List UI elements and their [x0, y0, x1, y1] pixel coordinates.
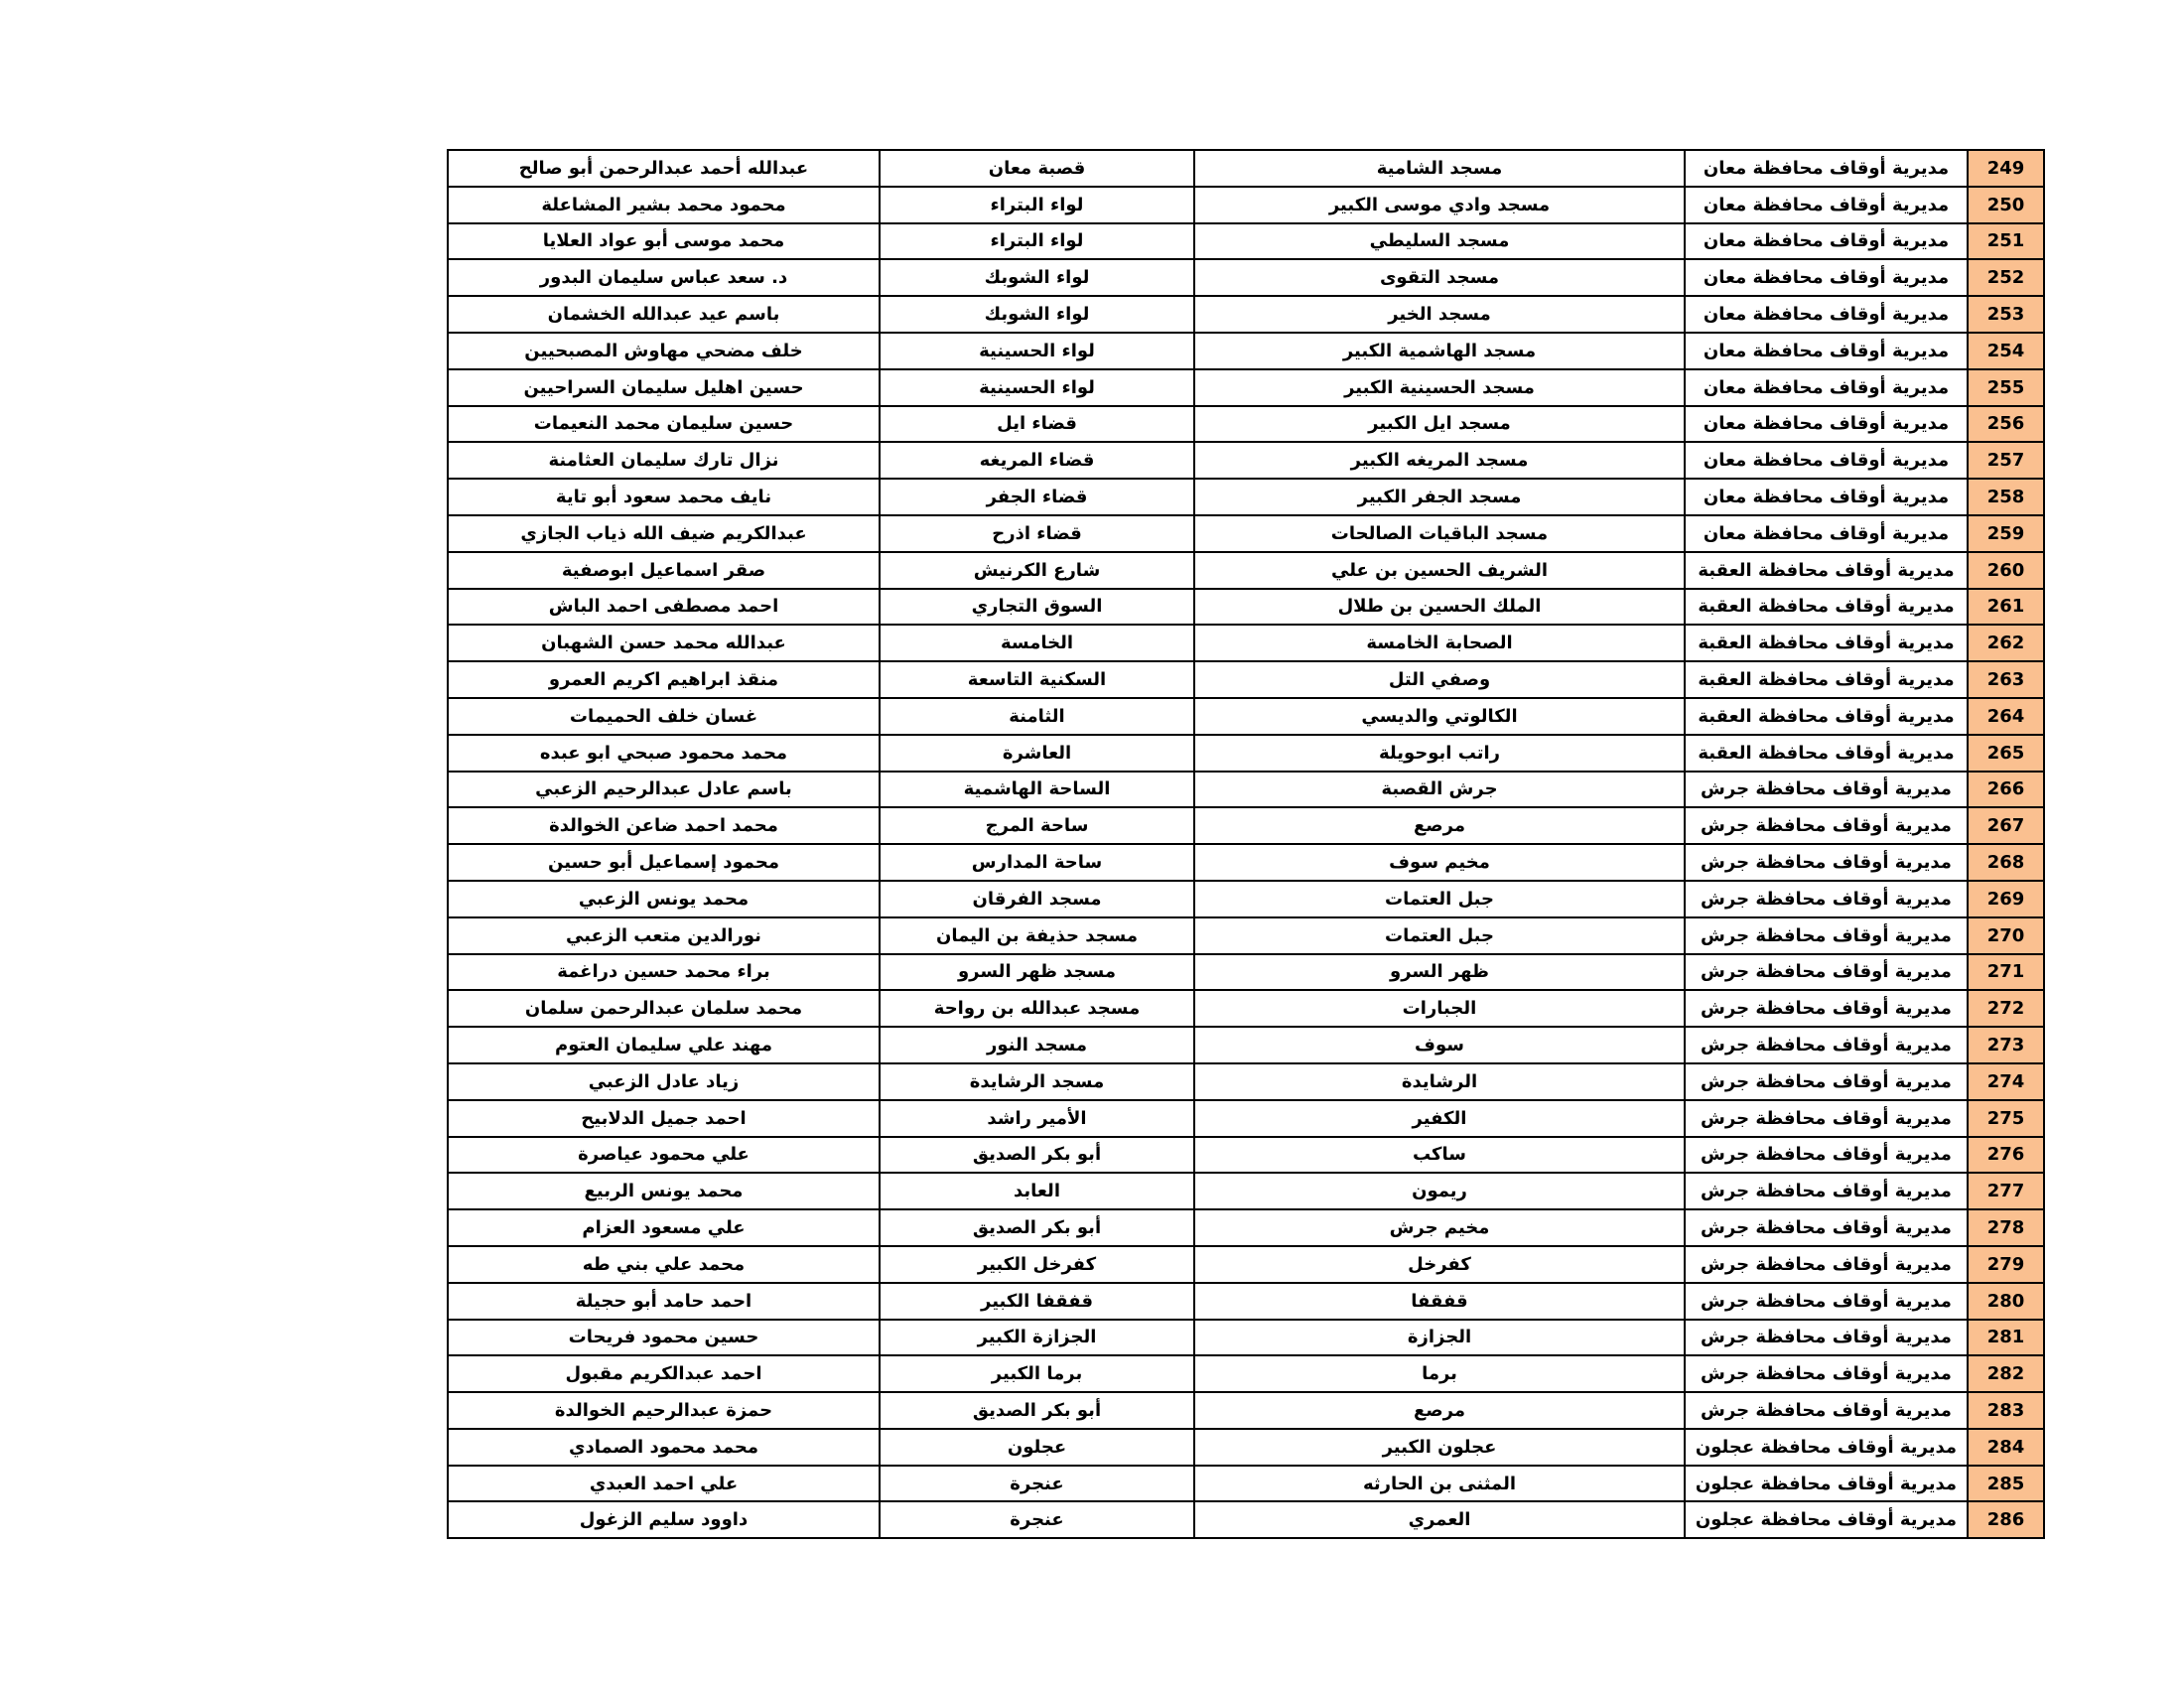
directorate-cell: مديرية أوقاف محافظة معان: [1685, 259, 1968, 296]
table-row: [448, 1429, 2044, 1466]
table-row: [448, 625, 2044, 661]
district-cell: عنجرة: [880, 1501, 1194, 1538]
district-cell: كفرخل الكبير: [880, 1246, 1194, 1283]
imam-name-cell: نايف محمد سعود أبو تاية: [448, 479, 880, 515]
imam-name-cell: محمد يونس الزعبي: [448, 881, 880, 917]
row-number-cell: 279: [1968, 1246, 2044, 1283]
row-number-cell: 256: [1968, 406, 2044, 443]
table-row: [448, 1063, 2044, 1100]
row-number-cell: 253: [1968, 296, 2044, 333]
mosque-name-cell: مسجد الحسينية الكبير: [1194, 369, 1685, 406]
district-cell: قضاء ايل: [880, 406, 1194, 443]
district-cell: أبو بكر الصديق: [880, 1209, 1194, 1246]
table-row: [448, 1246, 2044, 1283]
district-cell: مسجد النور: [880, 1027, 1194, 1063]
directorate-cell: مديرية أوقاف محافظة معان: [1685, 187, 1968, 223]
table-row: [448, 479, 2044, 515]
mosque-name-cell: الجبارات: [1194, 990, 1685, 1027]
table-row: [448, 772, 2044, 808]
imam-name-cell: منقذ ابراهيم اكريم العمرو: [448, 661, 880, 698]
mosque-name-cell: جرش القصبة: [1194, 772, 1685, 808]
mosque-name-cell: مسجد الباقيات الصالحات: [1194, 515, 1685, 552]
table-row: [448, 1355, 2044, 1392]
table-row: [448, 735, 2044, 772]
table-row: [448, 1320, 2044, 1356]
mosque-name-cell: العمري: [1194, 1501, 1685, 1538]
table-row: [448, 1137, 2044, 1174]
imam-name-cell: صقر اسماعيل ابوصفية: [448, 552, 880, 589]
mosque-name-cell: الكفير: [1194, 1100, 1685, 1137]
row-number-cell: 250: [1968, 187, 2044, 223]
table-row: [448, 259, 2044, 296]
imam-name-cell: محمد يونس الربيع: [448, 1173, 880, 1209]
district-cell: أبو بكر الصديق: [880, 1392, 1194, 1429]
mosque-table-container: [449, 149, 2045, 1539]
table-row: [448, 187, 2044, 223]
district-cell: مسجد عبدالله بن رواحة: [880, 990, 1194, 1027]
table-row: [448, 406, 2044, 443]
mosque-name-cell: مسجد وادي موسى الكبير: [1194, 187, 1685, 223]
district-cell: مسجد حذيفة بن اليمان: [880, 917, 1194, 954]
directorate-cell: مديرية أوقاف محافظة معان: [1685, 406, 1968, 443]
imam-name-cell: د. سعد عباس سليمان البدور: [448, 259, 880, 296]
district-cell: شارع الكرنيش: [880, 552, 1194, 589]
district-cell: الثامنة: [880, 698, 1194, 735]
imam-name-cell: عبدالله أحمد عبدالرحمن أبو صالح: [448, 150, 880, 187]
directorate-cell: مديرية أوقاف محافظة عجلون: [1685, 1429, 1968, 1466]
imam-name-cell: مهند علي سليمان العتوم: [448, 1027, 880, 1063]
row-number-cell: 278: [1968, 1209, 2044, 1246]
table-row: [448, 990, 2044, 1027]
row-number-cell: 252: [1968, 259, 2044, 296]
district-cell: أبو بكر الصديق: [880, 1137, 1194, 1174]
district-cell: قضاء اذرح: [880, 515, 1194, 552]
directorate-cell: مديرية أوقاف محافظة جرش: [1685, 1246, 1968, 1283]
table-row: [448, 589, 2044, 626]
row-number-cell: 276: [1968, 1137, 2044, 1174]
district-cell: قضاء الجفر: [880, 479, 1194, 515]
mosque-name-cell: الجزازة: [1194, 1320, 1685, 1356]
row-number-cell: 260: [1968, 552, 2044, 589]
row-number-cell: 280: [1968, 1283, 2044, 1320]
directorate-cell: مديرية أوقاف محافظة جرش: [1685, 1392, 1968, 1429]
row-number-cell: 268: [1968, 844, 2044, 881]
table-row: [448, 515, 2044, 552]
row-number-cell: 277: [1968, 1173, 2044, 1209]
district-cell: الأمير راشد: [880, 1100, 1194, 1137]
imam-name-cell: براء محمد حسين دراغمة: [448, 954, 880, 991]
mosque-name-cell: مخيم جرش: [1194, 1209, 1685, 1246]
district-cell: مسجد الرشايدة: [880, 1063, 1194, 1100]
directorate-cell: مديرية أوقاف محافظة جرش: [1685, 844, 1968, 881]
district-cell: السوق التجاري: [880, 589, 1194, 626]
imam-name-cell: احمد مصطفى احمد الباش: [448, 589, 880, 626]
mosque-name-cell: مسجد ايل الكبير: [1194, 406, 1685, 443]
row-number-cell: 258: [1968, 479, 2044, 515]
directorate-cell: مديرية أوقاف محافظة عجلون: [1685, 1466, 1968, 1502]
mosque-name-cell: عجلون الكبير: [1194, 1429, 1685, 1466]
row-number-cell: 257: [1968, 442, 2044, 479]
mosque-name-cell: مسجد الشامية: [1194, 150, 1685, 187]
row-number-cell: 273: [1968, 1027, 2044, 1063]
directorate-cell: مديرية أوقاف محافظة جرش: [1685, 1063, 1968, 1100]
district-cell: مسجد الفرقان: [880, 881, 1194, 917]
table-row: [448, 1027, 2044, 1063]
imam-name-cell: باسم عادل عبدالرحيم الزعبي: [448, 772, 880, 808]
district-cell: الجزازة الكبير: [880, 1320, 1194, 1356]
directorate-cell: مديرية أوقاف محافظة جرش: [1685, 1173, 1968, 1209]
mosque-name-cell: ريمون: [1194, 1173, 1685, 1209]
table-row: [448, 223, 2044, 260]
imam-name-cell: خلف مضحي مهاوش المصبحيين: [448, 333, 880, 369]
imam-name-cell: باسم عيد عبدالله الخشمان: [448, 296, 880, 333]
imam-name-cell: غسان خلف الحميمات: [448, 698, 880, 735]
imam-name-cell: علي محمود عياصرة: [448, 1137, 880, 1174]
directorate-cell: مديرية أوقاف محافظة العقبة: [1685, 698, 1968, 735]
row-number-cell: 254: [1968, 333, 2044, 369]
mosque-name-cell: الصحابة الخامسة: [1194, 625, 1685, 661]
row-number-cell: 274: [1968, 1063, 2044, 1100]
table-row: [448, 954, 2044, 991]
mosque-name-cell: راتب ابوحويلة: [1194, 735, 1685, 772]
imam-name-cell: علي احمد العبدي: [448, 1466, 880, 1502]
row-number-cell: 271: [1968, 954, 2044, 991]
imam-name-cell: عبدالله محمد حسن الشهبان: [448, 625, 880, 661]
mosque-name-cell: جبل العتمات: [1194, 881, 1685, 917]
district-cell: العاشرة: [880, 735, 1194, 772]
row-number-cell: 284: [1968, 1429, 2044, 1466]
directorate-cell: مديرية أوقاف محافظة معان: [1685, 150, 1968, 187]
row-number-cell: 259: [1968, 515, 2044, 552]
row-number-cell: 272: [1968, 990, 2044, 1027]
district-cell: لواء الشوبك: [880, 259, 1194, 296]
table-row: [448, 442, 2044, 479]
imam-name-cell: حمزة عبدالرحيم الخوالدة: [448, 1392, 880, 1429]
mosque-name-cell: الشريف الحسين بن علي: [1194, 552, 1685, 589]
imam-name-cell: محمد علي بني طه: [448, 1246, 880, 1283]
directorate-cell: مديرية أوقاف محافظة جرش: [1685, 1355, 1968, 1392]
district-cell: قفقفا الكبير: [880, 1283, 1194, 1320]
district-cell: لواء البتراء: [880, 223, 1194, 260]
table-row: [448, 552, 2044, 589]
directorate-cell: مديرية أوقاف محافظة جرش: [1685, 1027, 1968, 1063]
table-row: [448, 1392, 2044, 1429]
mosque-name-cell: جبل العتمات: [1194, 917, 1685, 954]
imam-name-cell: زياد عادل الزعبي: [448, 1063, 880, 1100]
table-row: [448, 1173, 2044, 1209]
directorate-cell: مديرية أوقاف محافظة جرش: [1685, 1209, 1968, 1246]
directorate-cell: مديرية أوقاف محافظة معان: [1685, 479, 1968, 515]
imam-name-cell: داوود سليم الزغول: [448, 1501, 880, 1538]
table-row: [448, 369, 2044, 406]
directorate-cell: مديرية أوقاف محافظة معان: [1685, 442, 1968, 479]
row-number-cell: 261: [1968, 589, 2044, 626]
mosque-name-cell: الكالوتي والديسي: [1194, 698, 1685, 735]
row-number-cell: 266: [1968, 772, 2044, 808]
directorate-cell: مديرية أوقاف محافظة معان: [1685, 333, 1968, 369]
directorate-cell: مديرية أوقاف محافظة العقبة: [1685, 589, 1968, 626]
imam-name-cell: حسين اهليل سليمان السراحيين: [448, 369, 880, 406]
row-number-cell: 269: [1968, 881, 2044, 917]
imam-name-cell: علي مسعود العزام: [448, 1209, 880, 1246]
directorate-cell: مديرية أوقاف محافظة جرش: [1685, 1100, 1968, 1137]
row-number-cell: 249: [1968, 150, 2044, 187]
imam-name-cell: محمد محمود صبحي ابو عبده: [448, 735, 880, 772]
row-number-cell: 265: [1968, 735, 2044, 772]
directorate-cell: مديرية أوقاف محافظة جرش: [1685, 1320, 1968, 1356]
imam-name-cell: محمد احمد ضاعن الخوالدة: [448, 807, 880, 844]
directorate-cell: مديرية أوقاف محافظة عجلون: [1685, 1501, 1968, 1538]
imam-name-cell: نورالدين متعب الزعبي: [448, 917, 880, 954]
mosque-table: [447, 149, 2045, 1539]
imam-name-cell: حسين سليمان محمد النعيمات: [448, 406, 880, 443]
row-number-cell: 251: [1968, 223, 2044, 260]
imam-name-cell: احمد عبدالكريم مقبول: [448, 1355, 880, 1392]
imam-name-cell: محمود محمد بشير المشاعلة: [448, 187, 880, 223]
directorate-cell: مديرية أوقاف محافظة معان: [1685, 296, 1968, 333]
directorate-cell: مديرية أوقاف محافظة جرش: [1685, 1137, 1968, 1174]
imam-name-cell: احمد جميل الدلابيح: [448, 1100, 880, 1137]
table-row: [448, 1209, 2044, 1246]
district-cell: قضاء المريغه: [880, 442, 1194, 479]
directorate-cell: مديرية أوقاف محافظة العقبة: [1685, 735, 1968, 772]
table-row: [448, 917, 2044, 954]
table-row: [448, 661, 2044, 698]
mosque-name-cell: قفقفا: [1194, 1283, 1685, 1320]
row-number-cell: 267: [1968, 807, 2044, 844]
district-cell: الساحة الهاشمية: [880, 772, 1194, 808]
imam-name-cell: عبدالكريم ضيف الله ذياب الجازي: [448, 515, 880, 552]
imam-name-cell: محمد سلمان عبدالرحمن سلمان: [448, 990, 880, 1027]
mosque-name-cell: المثنى بن الحارثه: [1194, 1466, 1685, 1502]
mosque-name-cell: مسجد الهاشمية الكبير: [1194, 333, 1685, 369]
mosque-name-cell: وصفي التل: [1194, 661, 1685, 698]
mosque-name-cell: مرصع: [1194, 807, 1685, 844]
table-row: [448, 881, 2044, 917]
mosque-name-cell: مسجد التقوى: [1194, 259, 1685, 296]
table-row: [448, 1466, 2044, 1502]
table-row: [448, 807, 2044, 844]
table-row: [448, 1100, 2044, 1137]
mosque-name-cell: الرشايدة: [1194, 1063, 1685, 1100]
mosque-name-cell: مخيم سوف: [1194, 844, 1685, 881]
row-number-cell: 275: [1968, 1100, 2044, 1137]
imam-name-cell: حسين محمود فريحات: [448, 1320, 880, 1356]
directorate-cell: مديرية أوقاف محافظة معان: [1685, 223, 1968, 260]
mosque-name-cell: برما: [1194, 1355, 1685, 1392]
mosque-name-cell: الملك الحسين بن طلال: [1194, 589, 1685, 626]
district-cell: لواء الحسينية: [880, 333, 1194, 369]
mosque-table-body: [448, 150, 2044, 1538]
directorate-cell: مديرية أوقاف محافظة معان: [1685, 369, 1968, 406]
directorate-cell: مديرية أوقاف محافظة جرش: [1685, 990, 1968, 1027]
row-number-cell: 285: [1968, 1466, 2044, 1502]
table-row: [448, 150, 2044, 187]
mosque-name-cell: مسجد السليطي: [1194, 223, 1685, 260]
district-cell: لواء الشوبك: [880, 296, 1194, 333]
district-cell: العابد: [880, 1173, 1194, 1209]
district-cell: عنجرة: [880, 1466, 1194, 1502]
mosque-name-cell: كفرخل: [1194, 1246, 1685, 1283]
imam-name-cell: احمد حامد أبو حجيلة: [448, 1283, 880, 1320]
district-cell: لواء البتراء: [880, 187, 1194, 223]
table-row: [448, 698, 2044, 735]
directorate-cell: مديرية أوقاف محافظة جرش: [1685, 1283, 1968, 1320]
mosque-name-cell: مرصع: [1194, 1392, 1685, 1429]
row-number-cell: 282: [1968, 1355, 2044, 1392]
district-cell: ساحة المدارس: [880, 844, 1194, 881]
table-row: [448, 333, 2044, 369]
imam-name-cell: محمد موسى أبو عواد العلايا: [448, 223, 880, 260]
district-cell: برما الكبير: [880, 1355, 1194, 1392]
mosque-name-cell: مسجد الخير: [1194, 296, 1685, 333]
district-cell: السكنية التاسعة: [880, 661, 1194, 698]
table-row: [448, 296, 2044, 333]
district-cell: الخامسة: [880, 625, 1194, 661]
directorate-cell: مديرية أوقاف محافظة جرش: [1685, 772, 1968, 808]
row-number-cell: 281: [1968, 1320, 2044, 1356]
directorate-cell: مديرية أوقاف محافظة معان: [1685, 515, 1968, 552]
district-cell: لواء الحسينية: [880, 369, 1194, 406]
row-number-cell: 264: [1968, 698, 2044, 735]
row-number-cell: 270: [1968, 917, 2044, 954]
directorate-cell: مديرية أوقاف محافظة العقبة: [1685, 552, 1968, 589]
imam-name-cell: محمود إسماعيل أبو حسين: [448, 844, 880, 881]
directorate-cell: مديرية أوقاف محافظة العقبة: [1685, 661, 1968, 698]
row-number-cell: 263: [1968, 661, 2044, 698]
imam-name-cell: نزال تارك سليمان العثامنة: [448, 442, 880, 479]
row-number-cell: 262: [1968, 625, 2044, 661]
directorate-cell: مديرية أوقاف محافظة جرش: [1685, 917, 1968, 954]
district-cell: ساحة المرج: [880, 807, 1194, 844]
table-row: [448, 1501, 2044, 1538]
directorate-cell: مديرية أوقاف محافظة جرش: [1685, 807, 1968, 844]
directorate-cell: مديرية أوقاف محافظة العقبة: [1685, 625, 1968, 661]
mosque-name-cell: ظهر السرو: [1194, 954, 1685, 991]
row-number-cell: 286: [1968, 1501, 2044, 1538]
table-row: [448, 1283, 2044, 1320]
row-number-cell: 255: [1968, 369, 2044, 406]
mosque-name-cell: ساكب: [1194, 1137, 1685, 1174]
directorate-cell: مديرية أوقاف محافظة جرش: [1685, 954, 1968, 991]
mosque-name-cell: مسجد المريغه الكبير: [1194, 442, 1685, 479]
table-row: [448, 844, 2044, 881]
mosque-name-cell: سوف: [1194, 1027, 1685, 1063]
mosque-name-cell: مسجد الجفر الكبير: [1194, 479, 1685, 515]
district-cell: عجلون: [880, 1429, 1194, 1466]
district-cell: مسجد ظهر السرو: [880, 954, 1194, 991]
directorate-cell: مديرية أوقاف محافظة جرش: [1685, 881, 1968, 917]
row-number-cell: 283: [1968, 1392, 2044, 1429]
imam-name-cell: محمد محمود الصمادي: [448, 1429, 880, 1466]
district-cell: قصبة معان: [880, 150, 1194, 187]
